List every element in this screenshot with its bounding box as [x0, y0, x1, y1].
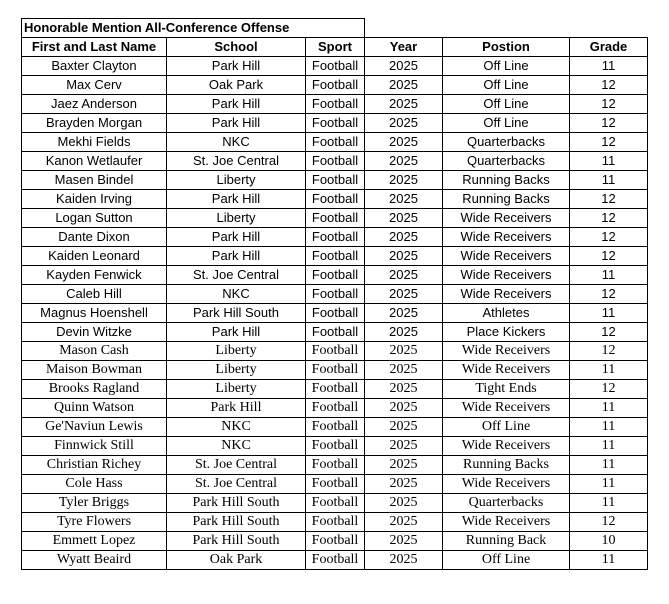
cell-name[interactable]: Wyatt Beaird — [22, 551, 167, 570]
cell-school[interactable]: St. Joe Central — [167, 456, 306, 475]
cell-grade[interactable]: 12 — [570, 76, 648, 95]
cell-school[interactable]: Park Hill — [167, 114, 306, 133]
cell-sport[interactable]: Football — [306, 456, 365, 475]
cell-school[interactable]: Park Hill — [167, 399, 306, 418]
cell-position[interactable]: Wide Receivers — [443, 247, 570, 266]
cell-name[interactable]: Tyler Briggs — [22, 494, 167, 513]
cell-year[interactable]: 2025 — [365, 209, 443, 228]
column-header-position[interactable]: Postion — [443, 38, 570, 57]
cell-year[interactable]: 2025 — [365, 513, 443, 532]
cell-grade[interactable]: 11 — [570, 456, 648, 475]
cell-position[interactable]: Wide Receivers — [443, 228, 570, 247]
cell-position[interactable]: Running Backs — [443, 456, 570, 475]
table-row — [22, 475, 648, 494]
cell-grade[interactable]: 12 — [570, 247, 648, 266]
cell-name[interactable]: Finnwick Still — [22, 437, 167, 456]
table-row — [22, 380, 648, 399]
cell-year[interactable]: 2025 — [365, 361, 443, 380]
cell-grade[interactable]: 12 — [570, 95, 648, 114]
cell-position[interactable]: Quarterbacks — [443, 133, 570, 152]
table-row — [22, 532, 648, 551]
cell-position[interactable]: Running Backs — [443, 190, 570, 209]
cell-year[interactable]: 2025 — [365, 342, 443, 361]
table-row — [22, 76, 648, 95]
cell-year[interactable]: 2025 — [365, 152, 443, 171]
table-row — [22, 247, 648, 266]
cell-name[interactable]: Kayden Fenwick — [22, 266, 167, 285]
cell-sport[interactable]: Football — [306, 114, 365, 133]
cell-grade[interactable]: 12 — [570, 342, 648, 361]
cell-grade[interactable]: 11 — [570, 171, 648, 190]
cell-school[interactable]: Park Hill — [167, 247, 306, 266]
column-header-grade[interactable]: Grade — [570, 38, 648, 57]
cell-school[interactable]: Oak Park — [167, 76, 306, 95]
cell-year[interactable]: 2025 — [365, 399, 443, 418]
cell-school[interactable]: NKC — [167, 437, 306, 456]
cell-grade[interactable]: 11 — [570, 494, 648, 513]
table-row — [22, 285, 648, 304]
table-row — [22, 342, 648, 361]
cell-year[interactable]: 2025 — [365, 418, 443, 437]
table-row — [22, 323, 648, 342]
cell-sport[interactable]: Football — [306, 209, 365, 228]
cell-sport[interactable]: Football — [306, 342, 365, 361]
title-row — [22, 19, 648, 38]
cell-grade[interactable]: 11 — [570, 418, 648, 437]
cell-sport[interactable]: Football — [306, 323, 365, 342]
cell-name[interactable]: Cole Hass — [22, 475, 167, 494]
table-row — [22, 266, 648, 285]
cell-name[interactable]: Magnus Hoenshell — [22, 304, 167, 323]
cell-year[interactable]: 2025 — [365, 437, 443, 456]
cell-name[interactable]: Max Cerv — [22, 76, 167, 95]
cell-position[interactable]: Wide Receivers — [443, 399, 570, 418]
cell-position[interactable]: Running Backs — [443, 171, 570, 190]
cell-grade[interactable]: 11 — [570, 475, 648, 494]
cell-school[interactable]: St. Joe Central — [167, 152, 306, 171]
table-row — [22, 494, 648, 513]
cell-school[interactable]: Park Hill South — [167, 494, 306, 513]
cell-year[interactable]: 2025 — [365, 532, 443, 551]
cell-school[interactable]: NKC — [167, 133, 306, 152]
cell-grade[interactable]: 12 — [570, 209, 648, 228]
cell-name[interactable]: Brayden Morgan — [22, 114, 167, 133]
table-row — [22, 228, 648, 247]
cell-name[interactable]: Devin Witzke — [22, 323, 167, 342]
table-row — [22, 456, 648, 475]
header-row — [22, 38, 648, 57]
cell-sport[interactable]: Football — [306, 171, 365, 190]
cell-name[interactable]: Kanon Wetlaufer — [22, 152, 167, 171]
cell-sport[interactable]: Football — [306, 361, 365, 380]
cell-sport[interactable]: Football — [306, 285, 365, 304]
cell-grade[interactable]: 11 — [570, 437, 648, 456]
table-row — [22, 114, 648, 133]
cell-position[interactable]: Quarterbacks — [443, 494, 570, 513]
cell-position[interactable]: Wide Receivers — [443, 285, 570, 304]
cell-name[interactable]: Emmett Lopez — [22, 532, 167, 551]
cell-year[interactable]: 2025 — [365, 95, 443, 114]
cell-school[interactable]: Park Hill — [167, 190, 306, 209]
table-row — [22, 190, 648, 209]
column-header-school[interactable]: School — [167, 38, 306, 57]
cell-name[interactable]: Quinn Watson — [22, 399, 167, 418]
table-row — [22, 133, 648, 152]
table-row — [22, 95, 648, 114]
cell-position[interactable]: Off Line — [443, 551, 570, 570]
cell-school[interactable]: Park Hill — [167, 228, 306, 247]
cell-sport[interactable]: Football — [306, 190, 365, 209]
cell-year[interactable]: 2025 — [365, 551, 443, 570]
cell-position[interactable]: Wide Receivers — [443, 361, 570, 380]
cell-grade[interactable]: 11 — [570, 304, 648, 323]
cell-name[interactable]: Maison Bowman — [22, 361, 167, 380]
cell-year[interactable]: 2025 — [365, 285, 443, 304]
table-row — [22, 399, 648, 418]
cell-name[interactable]: Mason Cash — [22, 342, 167, 361]
cell-sport[interactable]: Football — [306, 95, 365, 114]
cell-year[interactable]: 2025 — [365, 228, 443, 247]
cell-sport[interactable]: Football — [306, 228, 365, 247]
cell-position[interactable]: Off Line — [443, 76, 570, 95]
column-header-sport[interactable]: Sport — [306, 38, 365, 57]
cell-name[interactable]: Logan Sutton — [22, 209, 167, 228]
cell-year[interactable]: 2025 — [365, 323, 443, 342]
cell-sport[interactable]: Football — [306, 437, 365, 456]
cell-position[interactable]: Wide Receivers — [443, 209, 570, 228]
cell-name[interactable]: Baxter Clayton — [22, 57, 167, 76]
cell-school[interactable]: Park Hill South — [167, 513, 306, 532]
cell-sport[interactable]: Football — [306, 513, 365, 532]
cell-year[interactable]: 2025 — [365, 247, 443, 266]
column-header-name[interactable]: First and Last Name — [22, 38, 167, 57]
cell-sport[interactable]: Football — [306, 399, 365, 418]
cell-sport[interactable]: Football — [306, 418, 365, 437]
cell-grade[interactable]: 11 — [570, 361, 648, 380]
cell-school[interactable]: NKC — [167, 285, 306, 304]
column-header-year[interactable]: Year — [365, 38, 443, 57]
cell-sport[interactable]: Football — [306, 266, 365, 285]
cell-sport[interactable]: Football — [306, 247, 365, 266]
cell-school[interactable]: Park Hill — [167, 323, 306, 342]
cell-grade[interactable]: 11 — [570, 152, 648, 171]
cell-school[interactable]: Oak Park — [167, 551, 306, 570]
cell-year[interactable]: 2025 — [365, 475, 443, 494]
cell-school[interactable]: Liberty — [167, 209, 306, 228]
table-row — [22, 418, 648, 437]
cell-name[interactable]: Tyre Flowers — [22, 513, 167, 532]
cell-name[interactable]: Christian Richey — [22, 456, 167, 475]
cell-name[interactable]: Kaiden Irving — [22, 190, 167, 209]
cell-name[interactable]: Mekhi Fields — [22, 133, 167, 152]
cell-grade[interactable]: 12 — [570, 285, 648, 304]
cell-sport[interactable]: Football — [306, 380, 365, 399]
cell-year[interactable]: 2025 — [365, 494, 443, 513]
cell-sport[interactable]: Football — [306, 532, 365, 551]
cell-position[interactable]: Quarterbacks — [443, 152, 570, 171]
cell-grade[interactable]: 12 — [570, 380, 648, 399]
cell-position[interactable]: Wide Receivers — [443, 475, 570, 494]
cell-school[interactable]: Park Hill — [167, 95, 306, 114]
cell-year[interactable]: 2025 — [365, 76, 443, 95]
cell-grade[interactable]: 11 — [570, 399, 648, 418]
cell-name[interactable]: Kaiden Leonard — [22, 247, 167, 266]
table-row — [22, 551, 648, 570]
cell-position[interactable]: Wide Receivers — [443, 513, 570, 532]
cell-school[interactable]: Liberty — [167, 342, 306, 361]
cell-year[interactable]: 2025 — [365, 171, 443, 190]
roster-table — [21, 18, 648, 570]
table-row — [22, 209, 648, 228]
cell-sport[interactable]: Football — [306, 133, 365, 152]
table-row — [22, 513, 648, 532]
cell-school[interactable]: NKC — [167, 418, 306, 437]
cell-school[interactable]: Liberty — [167, 380, 306, 399]
cell-name[interactable]: Masen Bindel — [22, 171, 167, 190]
cell-grade[interactable]: 11 — [570, 57, 648, 76]
cell-grade[interactable]: 10 — [570, 532, 648, 551]
cell-name[interactable]: Jaez Anderson — [22, 95, 167, 114]
cell-grade[interactable]: 12 — [570, 190, 648, 209]
cell-year[interactable]: 2025 — [365, 266, 443, 285]
cell-name[interactable]: Dante Dixon — [22, 228, 167, 247]
cell-school[interactable]: Liberty — [167, 171, 306, 190]
cell-position[interactable]: Wide Receivers — [443, 342, 570, 361]
cell-name[interactable]: Brooks Ragland — [22, 380, 167, 399]
cell-position[interactable]: Tight Ends — [443, 380, 570, 399]
table-row — [22, 437, 648, 456]
cell-grade[interactable]: 12 — [570, 133, 648, 152]
cell-school[interactable]: St. Joe Central — [167, 475, 306, 494]
cell-year[interactable]: 2025 — [365, 57, 443, 76]
table-title[interactable]: Honorable Mention All-Conference Offense — [22, 19, 365, 38]
table-row — [22, 171, 648, 190]
cell-year[interactable]: 2025 — [365, 133, 443, 152]
cell-sport[interactable]: Football — [306, 551, 365, 570]
cell-school[interactable]: Park Hill South — [167, 532, 306, 551]
cell-grade[interactable]: 12 — [570, 114, 648, 133]
cell-position[interactable]: Off Line — [443, 114, 570, 133]
cell-year[interactable]: 2025 — [365, 456, 443, 475]
cell-position[interactable]: Off Line — [443, 418, 570, 437]
cell-name[interactable]: Caleb Hill — [22, 285, 167, 304]
table-row — [22, 304, 648, 323]
cell-position[interactable]: Running Back — [443, 532, 570, 551]
cell-position[interactable]: Wide Receivers — [443, 266, 570, 285]
cell-sport[interactable]: Football — [306, 494, 365, 513]
cell-sport[interactable]: Football — [306, 57, 365, 76]
cell-grade[interactable]: 12 — [570, 228, 648, 247]
empty-cell[interactable] — [365, 19, 648, 38]
table-row — [22, 152, 648, 171]
cell-year[interactable]: 2025 — [365, 304, 443, 323]
cell-year[interactable]: 2025 — [365, 190, 443, 209]
cell-year[interactable]: 2025 — [365, 114, 443, 133]
cell-school[interactable]: Liberty — [167, 361, 306, 380]
cell-grade[interactable]: 12 — [570, 323, 648, 342]
cell-position[interactable]: Place Kickers — [443, 323, 570, 342]
cell-sport[interactable]: Football — [306, 304, 365, 323]
cell-position[interactable]: Athletes — [443, 304, 570, 323]
cell-school[interactable]: St. Joe Central — [167, 266, 306, 285]
table-row — [22, 57, 648, 76]
cell-grade[interactable]: 11 — [570, 551, 648, 570]
cell-sport[interactable]: Football — [306, 475, 365, 494]
cell-sport[interactable]: Football — [306, 76, 365, 95]
cell-position[interactable]: Wide Receivers — [443, 437, 570, 456]
table-row — [22, 361, 648, 380]
cell-school[interactable]: Park Hill — [167, 57, 306, 76]
cell-position[interactable]: Off Line — [443, 57, 570, 76]
cell-name[interactable]: Ge'Naviun Lewis — [22, 418, 167, 437]
spreadsheet — [21, 18, 648, 570]
cell-position[interactable]: Off Line — [443, 95, 570, 114]
cell-grade[interactable]: 12 — [570, 513, 648, 532]
cell-school[interactable]: Park Hill South — [167, 304, 306, 323]
cell-grade[interactable]: 11 — [570, 266, 648, 285]
table-body — [22, 57, 648, 570]
cell-sport[interactable]: Football — [306, 152, 365, 171]
cell-year[interactable]: 2025 — [365, 380, 443, 399]
